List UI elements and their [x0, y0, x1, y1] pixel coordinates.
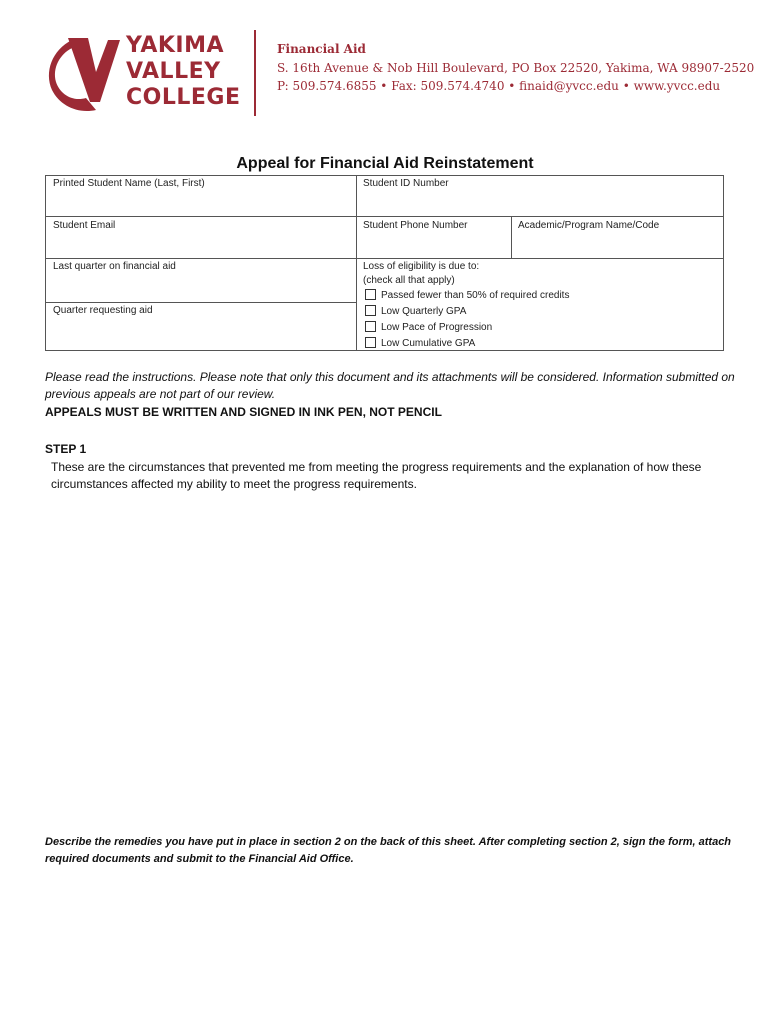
last-quarter-field[interactable]: Last quarter on financial aid	[53, 261, 176, 272]
student-phone-field[interactable]: Student Phone Number	[363, 220, 468, 231]
office-contact: P: 509.574.6855 • Fax: 509.574.4740 • finaid@yvcc.edu • www.yvcc.edu	[277, 79, 721, 93]
requesting-quarter-field[interactable]: Quarter requesting aid	[53, 305, 153, 316]
printed-name-field[interactable]: Printed Student Name (Last, First)	[53, 178, 205, 189]
option-cumulative-gpa-label: Low Cumulative GPA	[381, 338, 476, 349]
checkbox-pace[interactable]	[365, 321, 376, 332]
logo-word-1: YAKIMA	[126, 33, 225, 58]
form-divider-row2	[45, 258, 724, 259]
logo-word-3: COLLEGE	[126, 85, 241, 110]
checkbox-quarterly-gpa[interactable]	[365, 305, 376, 316]
student-id-field[interactable]: Student ID Number	[363, 178, 449, 189]
logo-word-2: VALLEY	[126, 59, 221, 84]
check-note: (check all that apply)	[363, 275, 455, 286]
eligibility-heading: Loss of eligibility is due to:	[363, 261, 480, 272]
option-quarterly-gpa-label: Low Quarterly GPA	[381, 306, 467, 317]
checkbox-cumulative-gpa[interactable]	[365, 337, 376, 348]
office-name: Financial Aid	[277, 42, 366, 56]
form-divider-phone	[511, 216, 512, 258]
checkbox-credits[interactable]	[365, 289, 376, 300]
form-divider-quarter	[45, 302, 356, 303]
college-logo-icon	[42, 32, 122, 114]
step-text: These are the circumstances that prevented me from meeting the progress requirements and the explanation of how these circumstances affected my ability to meet the progress requirements.	[51, 460, 702, 491]
step-label: STEP 1	[45, 442, 87, 456]
office-address: S. 16th Avenue & Nob Hill Boulevard, PO Box 22520, Yakima, WA 98907-2520	[277, 61, 755, 75]
footer-instructions: Describe the remedies you have put in place in section 2 on the back of this sheet. After completing section 2, sign the form, attach required documents and submit to the Financial Aid Office.	[45, 836, 732, 865]
form-divider-row1	[45, 216, 724, 217]
option-credits-label: Passed fewer than 50% of required credits	[381, 290, 570, 301]
page-title: Appeal for Financial Aid Reinstatement	[236, 155, 534, 172]
instructions-note: Please read the instructions. Please note that only this document and its attachments will be considered. Information submitted on previous appeals are not part of our review.	[45, 370, 735, 401]
ink-warning: APPEALS MUST BE WRITTEN AND SIGNED IN INK PEN, NOT PENCIL	[45, 405, 442, 419]
header-divider	[254, 30, 256, 116]
form-divider-center	[356, 175, 357, 351]
student-email-field[interactable]: Student Email	[53, 220, 116, 231]
program-code-field[interactable]: Academic/Program Name/Code	[518, 220, 660, 231]
option-pace-label: Low Pace of Progression	[381, 322, 493, 333]
